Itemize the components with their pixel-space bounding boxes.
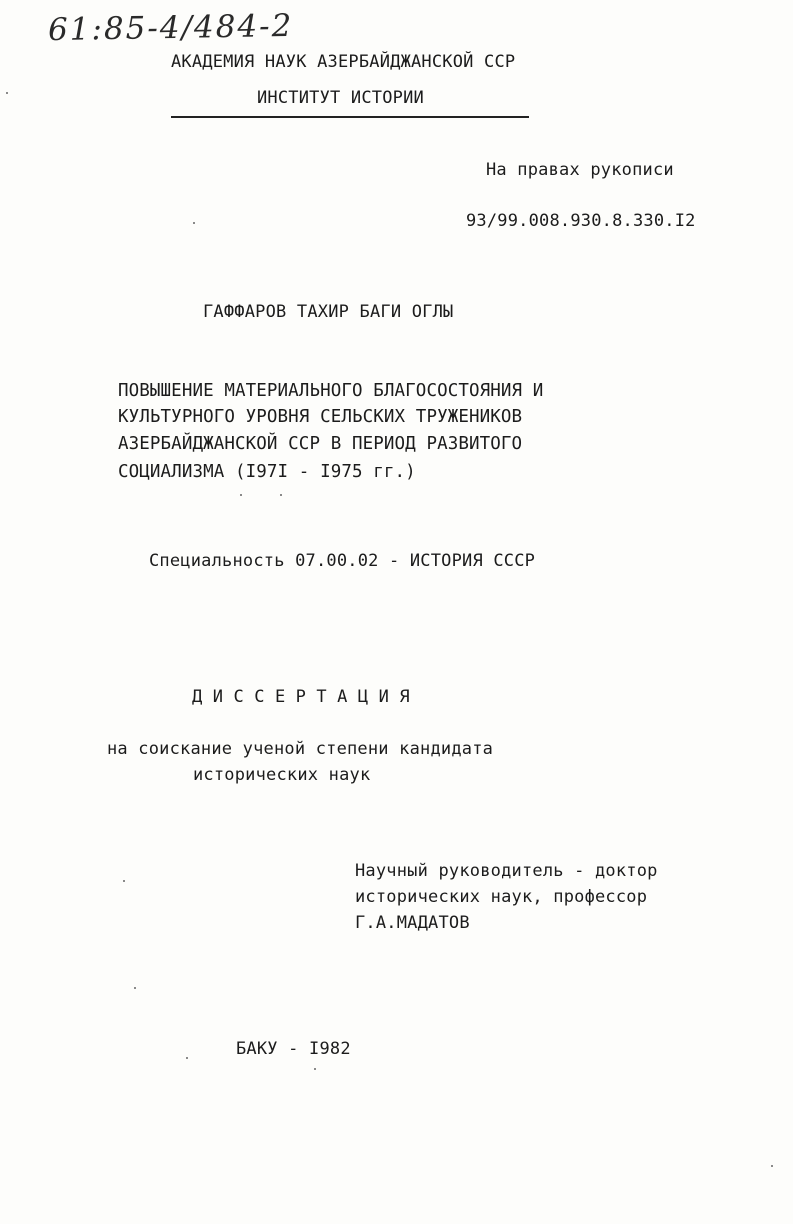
work-type-heading: ДИССЕРТАЦИЯ	[192, 687, 421, 707]
scan-speck	[193, 222, 195, 224]
degree-line-1: на соискание ученой степени кандидата	[107, 739, 494, 759]
author-name: ГАФФАРОВ ТАХИР БАГИ ОГЛЫ	[203, 302, 454, 322]
title-line-3: АЗЕРБАЙДЖАНСКОЙ ССР В ПЕРИОД РАЗВИТОГО	[118, 434, 523, 454]
handwritten-archive-number: 61:85-4/484-2	[47, 7, 294, 49]
supervisor-line-1: Научный руководитель - доктор	[355, 861, 658, 881]
scan-speck	[123, 880, 125, 882]
specialty: Специальность 07.00.02 - ИСТОРИЯ СССР	[149, 551, 536, 571]
institute-name: ИНСТИТУТ ИСТОРИИ	[257, 88, 424, 108]
title-line-1: ПОВЫШЕНИЕ МАТЕРИАЛЬНОГО БЛАГОСОСТОЯНИЯ И	[118, 381, 544, 401]
title-line-2: КУЛЬТУРНОГО УРОВНЯ СЕЛЬСКИХ ТРУЖЕНИКОВ	[118, 407, 523, 427]
degree-line-2: исторических наук	[193, 765, 371, 785]
scan-speck	[134, 987, 136, 989]
place-and-year: БАКУ - I982	[236, 1039, 351, 1059]
supervisor-name: Г.А.МАДАТОВ	[355, 913, 470, 933]
scan-speck	[240, 494, 242, 496]
classification-code: 93/99.008.930.8.330.I2	[466, 211, 696, 231]
academy-name: АКАДЕМИЯ НАУК АЗЕРБАЙДЖАНСКОЙ ССР	[171, 52, 516, 72]
scan-speck	[280, 494, 282, 496]
supervisor-line-2: исторических наук, профессор	[355, 887, 648, 907]
scan-speck	[771, 1165, 773, 1167]
manuscript-rights-label: На правах рукописи	[486, 160, 674, 180]
scan-speck	[186, 1057, 188, 1059]
title-line-4: СОЦИАЛИЗМА (I97I - I975 гг.)	[118, 462, 416, 482]
header-underline	[171, 116, 529, 118]
scan-speck	[314, 1068, 316, 1070]
scan-speck	[6, 92, 8, 94]
